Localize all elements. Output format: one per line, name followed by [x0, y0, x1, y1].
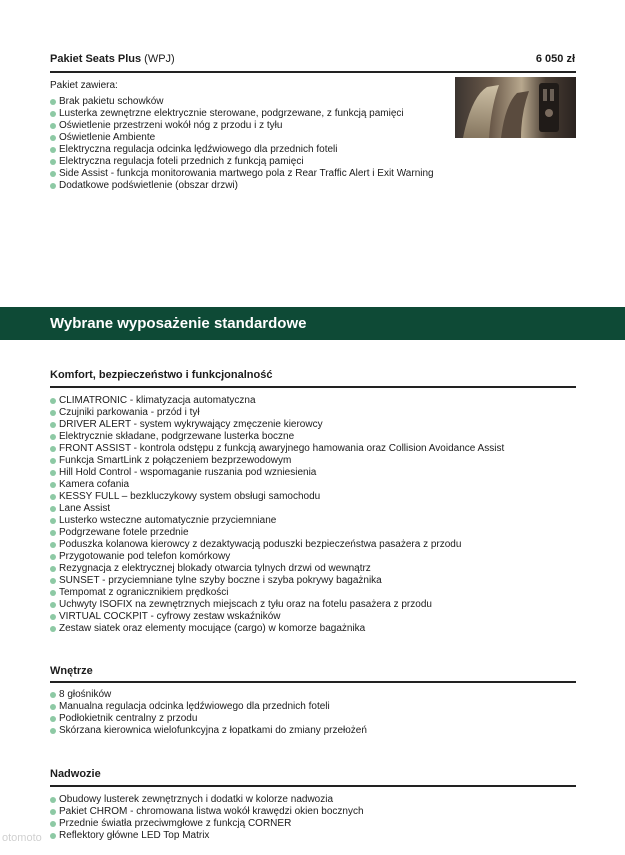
list-item: 8 głośników	[50, 689, 367, 701]
section-list-interior	[50, 689, 367, 737]
list-item: Elektryczna regulacja foteli przednich z funkcją pamięci	[50, 156, 434, 168]
package-name: Pakiet Seats Plus	[50, 53, 142, 65]
package-items-list	[50, 96, 434, 192]
list-item: Czujniki parkowania - przód i tył	[50, 407, 504, 419]
section-title-body: Nadwozie	[50, 768, 101, 780]
list-item: Uchwyty ISOFIX na zewnętrznych miejscach z tyłu oraz na fotelu pasażera z przodu	[50, 599, 504, 611]
list-item: Podłokietnik centralny z przodu	[50, 713, 367, 725]
banner-title: Wybrane wyposażenie standardowe	[50, 315, 307, 332]
package-divider	[50, 71, 576, 73]
list-item: Zestaw siatek oraz elementy mocujące (cargo) w komorze bagażnika	[50, 623, 504, 635]
list-item: Lusterka zewnętrzne elektrycznie sterowane, podgrzewane, z funkcją pamięci	[50, 108, 434, 120]
watermark-logo: otomoto	[2, 832, 42, 844]
list-item: Rezygnacja z elektrycznej blokady otwarcia tylnych drzwi od wewnątrz	[50, 563, 504, 575]
section-divider-body	[50, 785, 576, 787]
package-title	[50, 53, 175, 65]
list-item: VIRTUAL COCKPIT - cyfrowy zestaw wskaźników	[50, 611, 504, 623]
section-title-interior: Wnętrze	[50, 665, 93, 677]
list-item: CLIMATRONIC - klimatyzacja automatyczna	[50, 395, 504, 407]
list-item: Przygotowanie pod telefon komórkowy	[50, 551, 504, 563]
list-item: FRONT ASSIST - kontrola odstępu z funkcją awaryjnego hamowania oraz Collision Avoidance Assist	[50, 443, 504, 455]
list-item: Hill Hold Control - wspomaganie ruszania pod wzniesienia	[50, 467, 504, 479]
section-title-comfort: Komfort, bezpieczeństwo i funkcjonalność	[50, 369, 273, 381]
list-item: SUNSET - przyciemniane tylne szyby boczne i szyba pokrywy bagażnika	[50, 575, 504, 587]
list-item: Pakiet CHROM - chromowana listwa wokół krawędzi okien bocznych	[50, 806, 364, 818]
list-item: Dodatkowe podświetlenie (obszar drzwi)	[50, 180, 434, 192]
list-item: Kamera cofania	[50, 479, 504, 491]
list-item: Skórzana kierownica wielofunkcyjna z łopatkami do zmiany przełożeń	[50, 725, 367, 737]
seat-interior-image	[455, 77, 576, 138]
package-contains-label: Pakiet zawiera:	[50, 80, 118, 91]
list-item: Brak pakietu schowków	[50, 96, 434, 108]
list-item: Oświetlenie przestrzeni wokół nóg z przodu i z tyłu	[50, 120, 434, 132]
list-item: Podgrzewane fotele przednie	[50, 527, 504, 539]
list-item: Tempomat z ogranicznikiem prędkości	[50, 587, 504, 599]
section-list-body	[50, 794, 364, 842]
list-item: Funkcja SmartLink z połączeniem bezprzewodowym	[50, 455, 504, 467]
list-item: Reflektory główne LED Top Matrix	[50, 830, 364, 842]
section-divider-interior	[50, 681, 576, 683]
list-item: Lusterko wsteczne automatycznie przyciemniane	[50, 515, 504, 527]
list-item: Lane Assist	[50, 503, 504, 515]
list-item: Elektryczna regulacja odcinka lędźwiowego dla przednich foteli	[50, 144, 434, 156]
list-item: Elektrycznie składane, podgrzewane lusterka boczne	[50, 431, 504, 443]
list-item: DRIVER ALERT - system wykrywający zmęczenie kierowcy	[50, 419, 504, 431]
package-code: (WPJ)	[144, 53, 175, 65]
section-list-comfort	[50, 395, 504, 635]
list-item: Side Assist - funkcja monitorowania martwego pola z Rear Traffic Alert i Exit Warning	[50, 168, 434, 180]
list-item: Poduszka kolanowa kierowcy z dezaktywacją poduszki bezpieczeństwa pasażera z przodu	[50, 539, 504, 551]
list-item: KESSY FULL – bezkluczykowy system obsługi samochodu	[50, 491, 504, 503]
list-item: Przednie światła przeciwmgłowe z funkcją CORNER	[50, 818, 364, 830]
section-divider-comfort	[50, 386, 576, 388]
standard-equipment-banner	[0, 307, 625, 340]
list-item: Obudowy lusterek zewnętrznych i dodatki w kolorze nadwozia	[50, 794, 364, 806]
list-item: Oświetlenie Ambiente	[50, 132, 434, 144]
package-header	[50, 53, 575, 69]
list-item: Manualna regulacja odcinka lędźwiowego dla przednich foteli	[50, 701, 367, 713]
package-price: 6 050 zł	[535, 53, 575, 65]
package-photo-interior	[455, 77, 576, 138]
